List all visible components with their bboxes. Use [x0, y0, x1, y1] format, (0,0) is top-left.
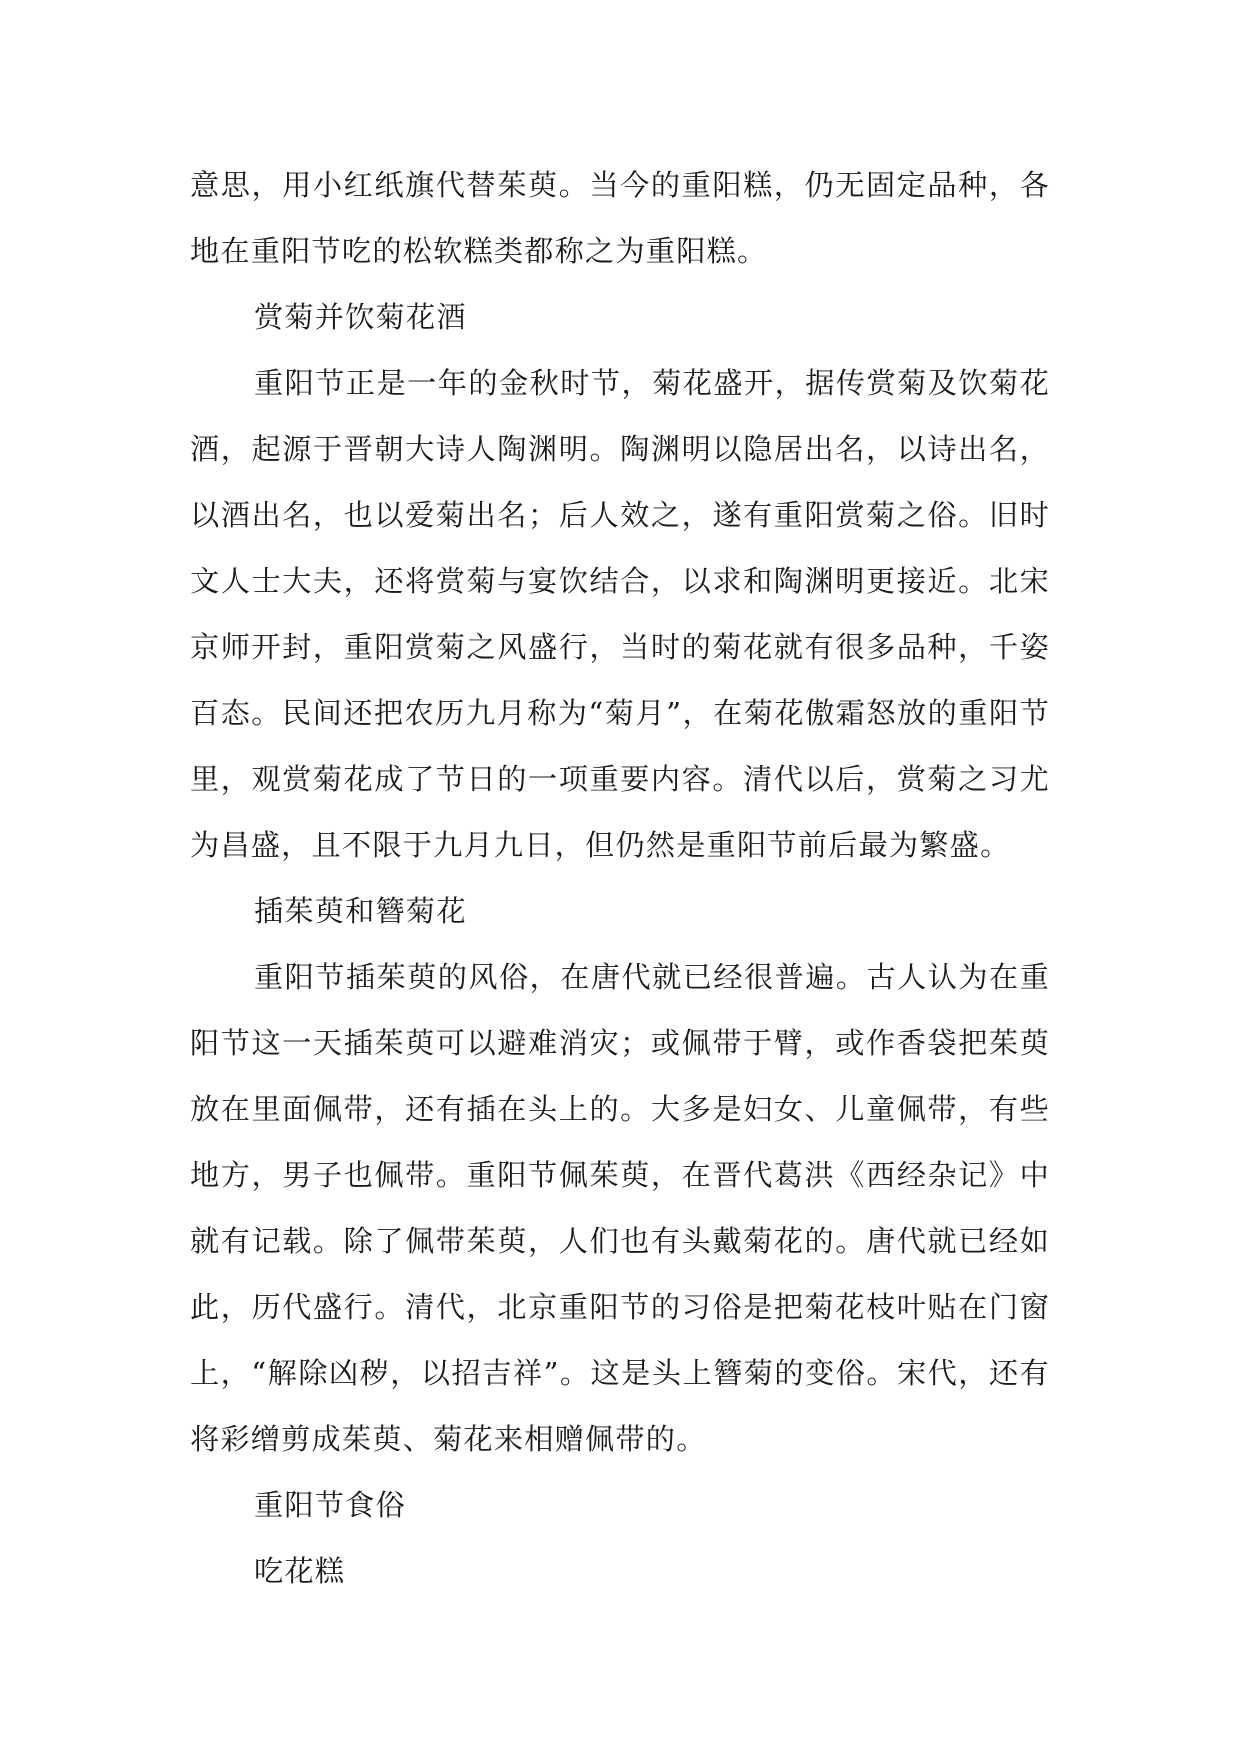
- section-heading-dogwood: 插茱萸和簪菊花: [254, 894, 467, 928]
- section-heading-flower-cake: 吃花糕: [254, 1554, 346, 1588]
- section-heading-chrysanthemum-wine: 赏菊并饮菊花酒: [254, 300, 467, 334]
- paragraph-dogwood: 重阳节插茱萸的风俗，在唐代就已经很普遍。古人认为在重阳节这一天插茱萸可以避难消灾；或佩带于臂，或作香袋把茱萸放在里面佩带，还有插在头上的。大多是妇女、儿童佩带，有些地方，男子也佩带。重阳节佩茱萸，在晋代葛洪《西经杂记》中就有记载。除了佩带茱萸，人们也有头戴菊花的。唐代就已经如此，历代盛行。清代，北京重阳节的习俗是把菊花枝叶贴在门窗上，“解除凶秽，以招吉祥”。这是头上簪菊的变俗。宋代，还有将彩缯剪成茱萸、菊花来相赠佩带的。: [190, 960, 1050, 1456]
- paragraph-continued: 意思，用小红纸旗代替茱萸。当今的重阳糕，仍无固定品种，各地在重阳节吃的松软糕类都称之为重阳糕。: [190, 168, 1050, 268]
- section-heading-food-customs: 重阳节食俗: [254, 1488, 406, 1522]
- paragraph-chrysanthemum-wine: 重阳节正是一年的金秋时节，菊花盛开，据传赏菊及饮菊花酒，起源于晋朝大诗人陶渊明。陶渊明以隐居出名，以诗出名，以酒出名，也以爱菊出名；后人效之，遂有重阳赏菊之俗。旧时文人士大夫，还将赏菊与宴饮结合，以求和陶渊明更接近。北宋京师开封，重阳赏菊之风盛行，当时的菊花就有很多品种，千姿百态。民间还把农历九月称为“菊月”，在菊花傲霜怒放的重阳节里，观赏菊花成了节日的一项重要内容。清代以后，赏菊之习尤为昌盛，且不限于九月九日，但仍然是重阳节前后最为繁盛。: [190, 366, 1050, 862]
- document-page: [190, 152, 1050, 1604]
